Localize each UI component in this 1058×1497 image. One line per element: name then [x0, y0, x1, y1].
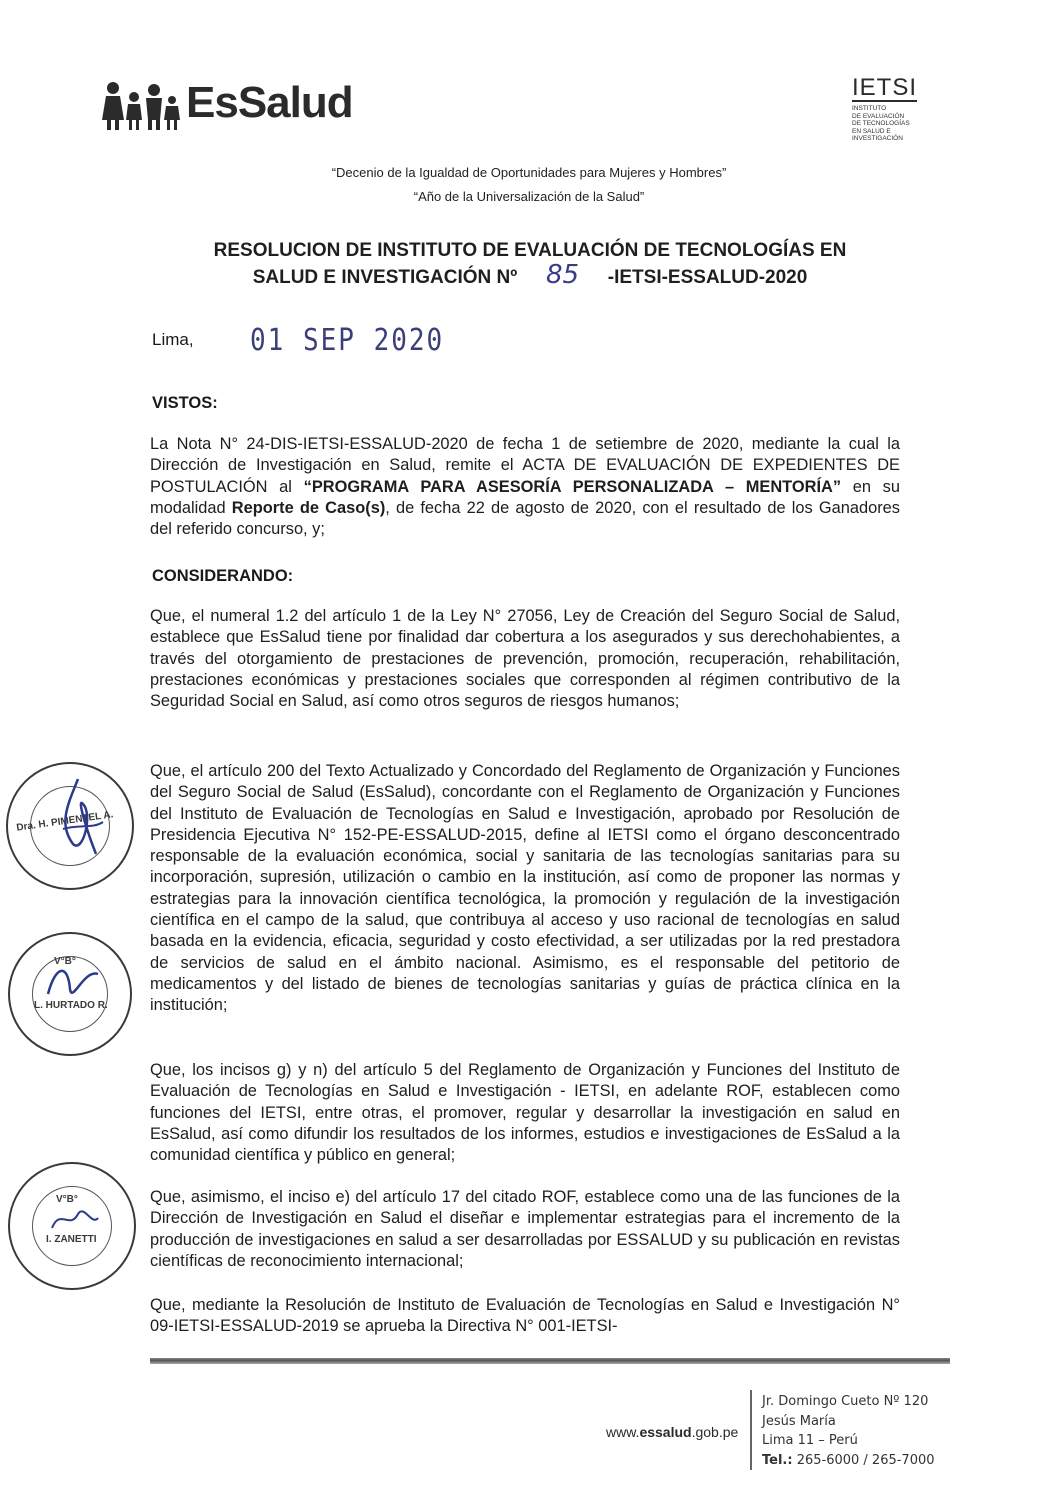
footer-divider — [150, 1358, 950, 1364]
address-line-2: Jesús María — [762, 1413, 836, 1429]
considerando-paragraph-3: Que, los incisos g) y n) del artículo 5 del Reglamento de Organización y Funciones del Instituto de Evaluación de Tecnologías en Salud e Investigación - IETSI, en adelante ROF, establecen como funciones del IETSI, entre otras, el promover, regular y desarrollar la investigación en salud en EsSalud, así como difundir los resultados de los informes, estudios e investigaciones de EsSalud a la comunidad científica y público en general; — [150, 1061, 900, 1165]
stamp-inner-ring — [32, 956, 108, 1032]
date-label: Lima, — [152, 330, 194, 349]
date-stamp: 01 SEP 2020 — [250, 323, 445, 359]
title-line-2-prefix: SALUD E INVESTIGACIÓN Nº — [252, 267, 518, 288]
considerando-paragraph-4: Que, asimismo, el inciso e) del artículo 17 del citado ROF, establece como una de las funciones de la Dirección de Investigación en Salud el diseñar e implementar estrategias para el incremento de la producción de investigaciones en salud a ser desarrolladas por ESSALUD y su publicación en revistas científicas de reconocimiento internacional; — [150, 1188, 900, 1270]
stamp-pimentel — [6, 762, 134, 890]
vistos-text-3: , de fecha 22 de agosto de 2020, con el resultado de los Ganadores del referido concurso, y; — [150, 498, 900, 539]
vistos-text-1: La Nota N° 24-DIS-IETSI-ESSALUD-2020 de fecha 1 de setiembre de 2020, mediante la cual la Dirección de Investigación en Salud, remite el ACTA DE EVALUACIÓN DE EXPEDIENTES DE POSTULACIÓN al — [150, 435, 900, 496]
considerando-paragraph-5: Que, mediante la Resolución de Instituto de Evaluación de Tecnologías en Salud e Investigación N° 09-IETSI-ESSALUD-2019 se aprueba la Directiva N° 001-IETSI- — [150, 1296, 900, 1336]
ietsi-subtitle: INSTITUTO DE EVALUACIÓN DE TECNOLOGÍAS EN SALUD E INVESTIGACIÓN — [852, 105, 910, 142]
resolution-number: 85 — [545, 260, 580, 290]
stamp-name-pimentel: Dra. H. PIMENTEL A. — [15, 809, 115, 834]
vistos-heading: VISTOS: — [152, 394, 218, 412]
vistos-text-2: en su modalidad — [150, 477, 900, 517]
modality-name: Reporte de Caso(s) — [231, 498, 386, 517]
stamp-zanetti — [8, 1162, 136, 1290]
stamp-vb-zanetti: V°B° — [56, 1194, 78, 1205]
phone-value: 265-6000 / 265-7000 — [792, 1452, 935, 1468]
stamp-vb-hurtado: V°B° — [54, 956, 76, 967]
vistos-paragraph — [150, 434, 900, 540]
title-line-1: RESOLUCION DE INSTITUTO DE EVALUACIÓN DE TECNOLOGÍAS EN — [213, 240, 847, 261]
resolution-title — [150, 238, 910, 290]
motto-ano: “Año de la Universalización de la Salud” — [413, 189, 645, 204]
considerando-paragraph-2: Que, el artículo 200 del Texto Actualizado y Concordado del Reglamento de Organización y Funciones del Seguro Social de Salud (EsSalud), concordante con el Reglamento de Organización y Funciones del Instituto de Evaluación de Tecnologías en Salud e Investigación, aprobado por Resolución de Presidencia Ejecutiva N° 152-PE-ESSALUD-2015, define al IETSI como el órgano desconcentrado responsable de la evaluación económica, social y sanitaria de las tecnologías sanitarias para su incorporación, supresión, utilización o cambio en la institución, así como de proponer las normas y estrategias para la innovación científica tecnológica, la promoción y regulación de la investigación científica en el campo de la salud, que contribuya al acceso y uso racional de tecnologías en salud basada en la evidencia, eficacia, seguridad y costo efectividad, a ser utilizadas por la red prestadora de servicios de salud en el ámbito nacional. Asimismo, es el responsable del petitorio de medicamentos y del listado de bienes de tecnologías sanitarias y guías de práctica clínica en la institución; — [150, 762, 900, 1015]
motto-decenio: “Decenio de la Igualdad de Oportunidades para Mujeres y Hombres” — [331, 165, 727, 180]
essalud-logo — [100, 78, 370, 134]
brand-name: EsSalud — [186, 78, 353, 127]
website-link[interactable] — [606, 1424, 738, 1440]
ietsi-logo — [852, 76, 932, 154]
web-domain: essalud — [639, 1424, 692, 1440]
address-line-1: Jr. Domingo Cueto Nº 120 — [762, 1394, 929, 1409]
address-phone — [762, 1451, 935, 1471]
stamp-name-zanetti: I. ZANETTI — [46, 1234, 97, 1245]
web-suffix: .gob.pe — [691, 1424, 739, 1440]
address-divider — [750, 1390, 752, 1470]
considerando-heading: CONSIDERANDO: — [152, 567, 294, 585]
family-figures-icon — [100, 80, 184, 132]
address-line-3: Lima 11 – Perú — [762, 1433, 858, 1448]
program-name: “PROGRAMA PARA ASESORÍA PERSONALIZADA – MENTORÍA” — [303, 477, 842, 496]
footer-address — [762, 1392, 935, 1470]
stamp-hurtado — [8, 932, 132, 1056]
stamp-name-hurtado: L. HURTADO R. — [34, 1000, 108, 1011]
title-line-2-suffix: -IETSI-ESSALUD-2020 — [607, 267, 808, 288]
ietsi-title: IETSI — [852, 74, 918, 101]
considerando-paragraph-1: Que, el numeral 1.2 del artículo 1 de la Ley N° 27056, Ley de Creación del Seguro Social de Salud, establece que EsSalud tiene por finalidad dar cobertura a los asegurados y sus derechohabientes, a través del otorgamiento de prestaciones de prevención, promoción, recuperación, rehabilitación, prestaciones económicas y prestaciones sociales que corresponden al régimen contributivo de la Seguridad Social en Salud, así como otros seguros de riesgos humanos; — [150, 607, 900, 711]
title-line-2 — [150, 260, 910, 290]
web-prefix: www. — [606, 1424, 640, 1440]
phone-label: Tel.: — [762, 1452, 793, 1468]
